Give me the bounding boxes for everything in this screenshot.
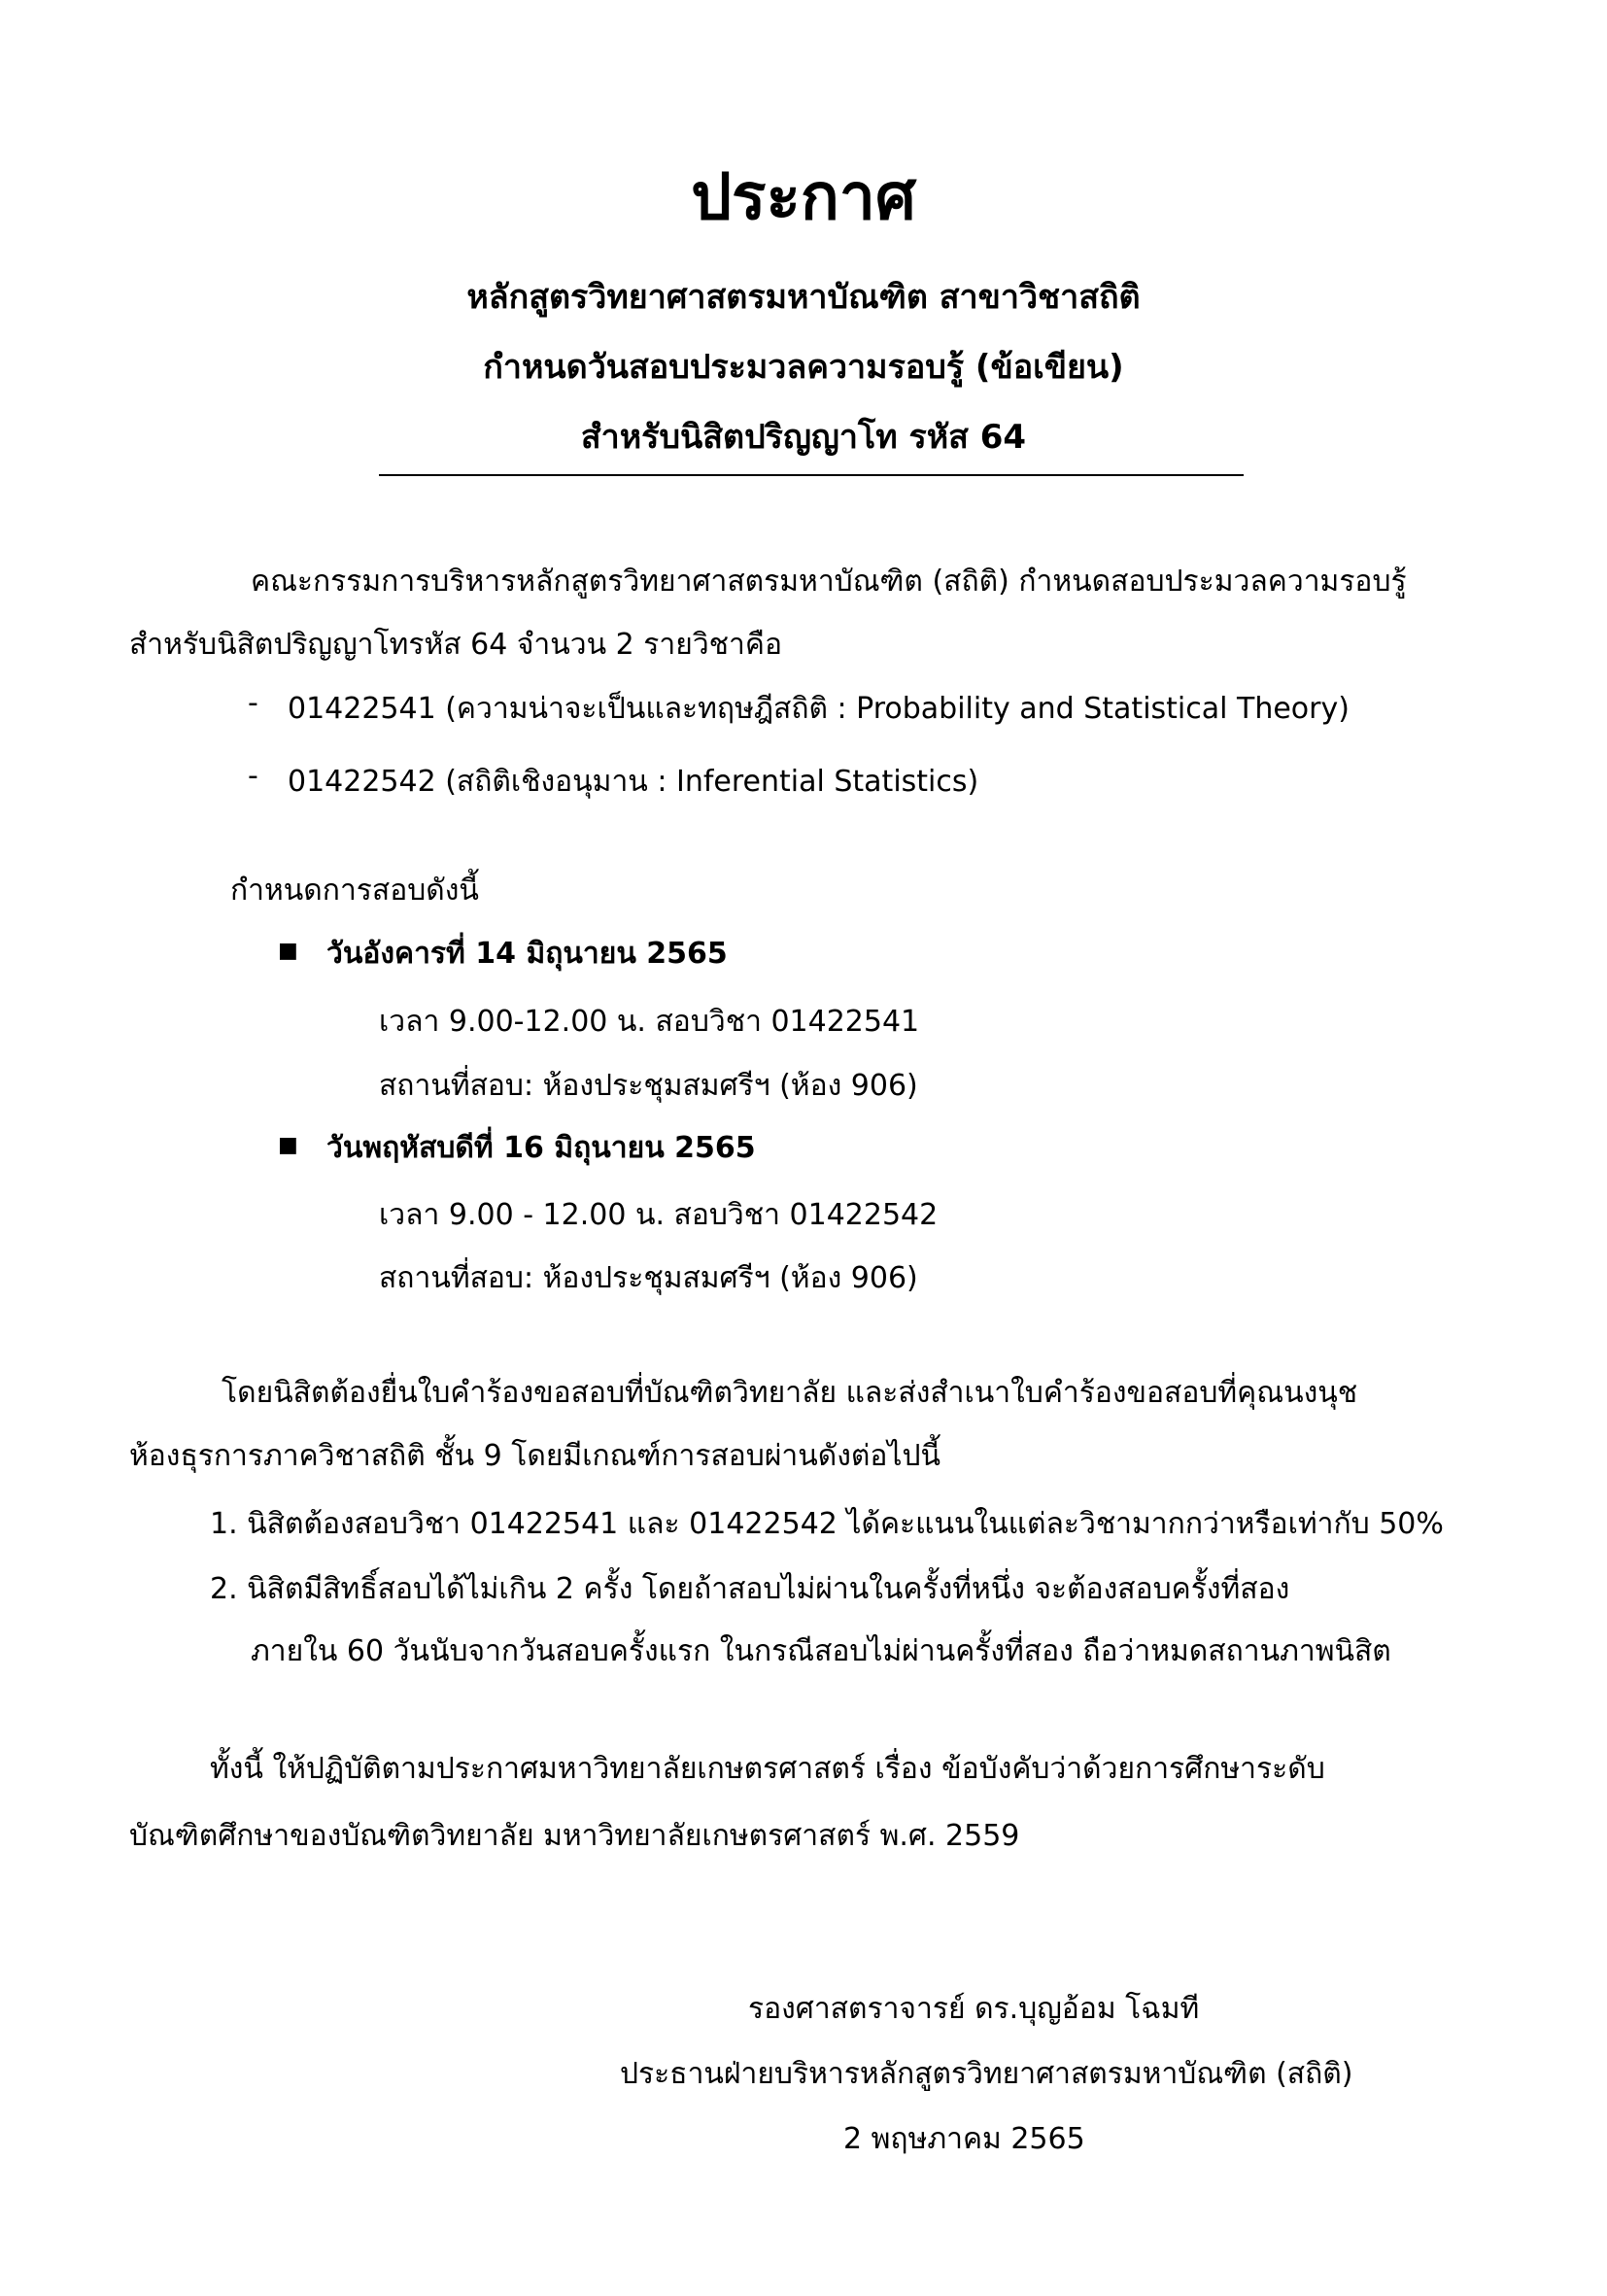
course-item: 01422541 (ความน่าจะเป็นและทฤษฎีสถิติ : Probability and Statistical Theory) — [288, 692, 1350, 726]
intro-line-2: สำหรับนิสิตปริญญาโทรหัส 64 จำนวน 2 รายวิชาคือ — [129, 628, 782, 662]
intro-line-1: คณะกรรมการบริหารหลักสูตรวิทยาศาสตรมหาบัณฑิต (สถิติ) กำหนดสอบประมวลความรอบรู้ — [251, 565, 1407, 599]
exam-place: สถานที่สอบ: ห้องประชุมสมศรีฯ (ห้อง 906) — [379, 1069, 918, 1103]
closing-line-2: บัณฑิตศึกษาของบัณฑิตวิทยาลัย มหาวิทยาลัยเกษตรศาสตร์ พ.ศ. 2559 — [129, 1819, 1020, 1853]
student-line: สำหรับนิสิตปริญญาโท รหัส 64 — [580, 418, 1027, 457]
exam-date: วันอังคารที่ 14 มิถุนายน 2565 — [326, 937, 728, 971]
program-line: หลักสูตรวิทยาศาสตรมหาบัณฑิต สาขาวิชาสถิติ — [466, 278, 1141, 317]
exam-time: เวลา 9.00-12.00 น. สอบวิชา 01422541 — [379, 1005, 920, 1039]
exam-place: สถานที่สอบ: ห้องประชุมสมศรีฯ (ห้อง 906) — [379, 1261, 918, 1295]
signer-position: ประธานฝ่ายบริหารหลักสูตรวิทยาศาสตรมหาบัณฑิต (สถิติ) — [620, 2057, 1353, 2091]
course-dash: - — [248, 759, 258, 793]
page-title: ประกาศ — [691, 159, 916, 234]
course-dash: - — [248, 686, 258, 720]
closing-line-1: ทั้งนี้ ให้ปฏิบัติตามประกาศมหาวิทยาลัยเกษตรศาสตร์ เรื่อง ข้อบังคับว่าด้วยการศึกษาระดับ — [210, 1752, 1325, 1786]
criteria-item: 2. นิสิตมีสิทธิ์สอบได้ไม่เกิน 2 ครั้ง โดยถ้าสอบไม่ผ่านในครั้งที่หนึ่ง จะต้องสอบครั้งที่สอง — [210, 1572, 1290, 1606]
criteria-line-1: โดยนิสิตต้องยื่นใบคำร้องขอสอบที่บัณฑิตวิทยาลัย และส่งสำเนาใบคำร้องขอสอบที่คุณนงนุช — [222, 1376, 1358, 1410]
schedule-heading: กำหนดการสอบดังนี้ — [230, 874, 479, 908]
bullet-square-icon: ■ — [278, 939, 298, 963]
bullet-square-icon: ■ — [278, 1133, 298, 1157]
exam-date: วันพฤหัสบดีที่ 16 มิถุนายน 2565 — [326, 1131, 756, 1165]
criteria-item-continued: ภายใน 60 วันนับจากวันสอบครั้งแรก ในกรณีสอบไม่ผ่านครั้งที่สอง ถือว่าหมดสถานภาพนิสิต — [251, 1634, 1391, 1668]
course-item: 01422542 (สถิติเชิงอนุมาน : Inferential Statistics) — [288, 765, 979, 799]
signer-name: รองศาสตราจารย์ ดร.บุญอ้อม โฉมที — [748, 1992, 1200, 2026]
exam-line: กำหนดวันสอบประมวลความรอบรู้ (ข้อเขียน) — [483, 348, 1124, 387]
signature-date: 2 พฤษภาคม 2565 — [843, 2122, 1085, 2156]
criteria-line-2: ห้องธุรการภาควิชาสถิติ ชั้น 9 โดยมีเกณฑ์การสอบผ่านดังต่อไปนี้ — [129, 1439, 941, 1473]
exam-time: เวลา 9.00 - 12.00 น. สอบวิชา 01422542 — [379, 1198, 939, 1232]
criteria-item: 1. นิสิตต้องสอบวิชา 01422541 และ 01422542 ได้คะแนนในแต่ละวิชามากกว่าหรือเท่ากับ 50% — [210, 1507, 1444, 1541]
header-divider — [379, 474, 1244, 476]
